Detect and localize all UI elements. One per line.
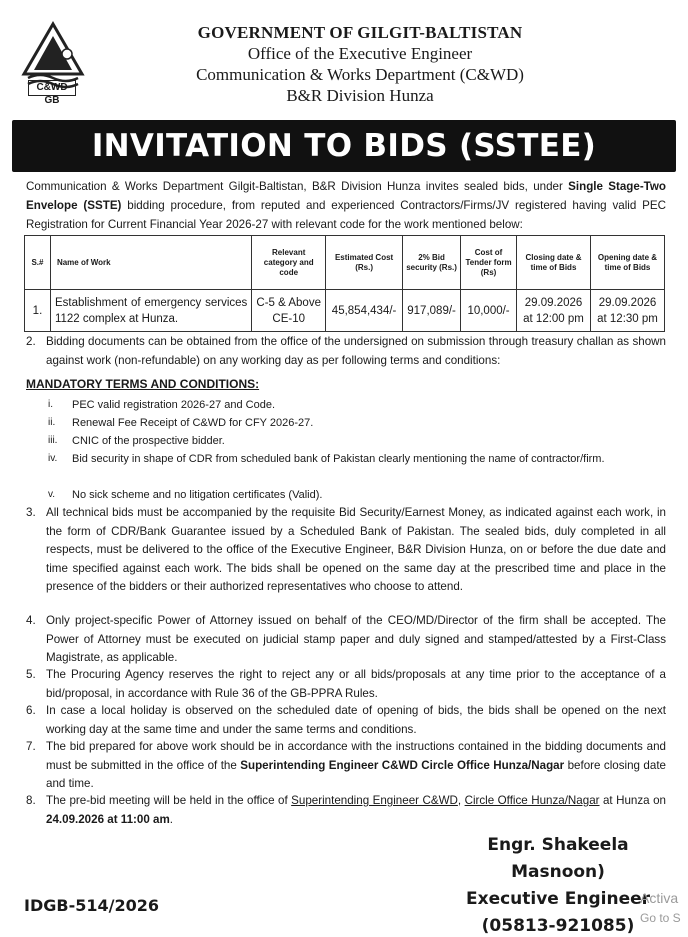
term-number: i. — [48, 399, 53, 410]
intro-text-2: bidding procedure, from reputed and experienced Contractors/Firms/JV registered having valid PEC Registration for Current Financial Year 2026-27 with relevant code for the work mentioned below: — [26, 199, 666, 231]
table-row — [25, 290, 665, 332]
intro-procedure: Single Stage-Two Envelope (SSTE) — [26, 180, 666, 212]
opening-date: 29.09.2026 — [598, 296, 657, 309]
cell-category — [252, 290, 326, 332]
header-name-of-work: Name of Work — [50, 236, 251, 290]
term-number: v. — [48, 489, 56, 500]
term-text: CNIC of the prospective bidder. — [72, 435, 225, 447]
clause-number: 5. — [26, 668, 36, 681]
clause-text: In case a local holiday is observed on the scheduled date of opening of bids, the bids shall be opened on the next working day at the same time and under the same terms and conditions. — [46, 704, 666, 736]
title-banner — [12, 120, 676, 172]
clause-2 — [26, 333, 666, 370]
clause-number: 2. — [26, 335, 36, 348]
term-i — [48, 396, 666, 414]
clause-text: The Procuring Agency reserves the right to reject any or all bids/proposals at any time prior to the acceptance of a bid/proposal, in accordance with Rule 36 of the GB-PPRA Rules. — [46, 668, 666, 700]
clause-4 — [26, 612, 666, 668]
header-opening-date: Opening date & time of Bids — [590, 236, 664, 290]
clause-8-office-1: Superintending Engineer C&WD — [291, 794, 458, 807]
signatory-name: Engr. Shakeela Masnoon) — [487, 835, 629, 882]
clause-text — [46, 738, 666, 794]
signatory-phone: (05813-921085) — [481, 916, 635, 936]
clause-7-office: Superintending Engineer C&WD Circle Office Hunza/Nagar — [240, 758, 565, 772]
watermark-line-1: Activa — [640, 890, 679, 906]
clause-text: All technical bids must be accompanied by the requisite Bid Security/Earnest Money, as indicated against each work, in the form of CDR/Bank Guarantee issued by a Scheduled Bank of Pakistan. The sealed bids, duly completed in all respects, must be delivered to the office of the Executive Engineer, B&R Division Hunza, on or before the due date and time specified against each work. The bids shall be opened on the same day at the prescribed time and place in the presence of the bidders or their authorized representatives who choose to attend. — [46, 506, 666, 593]
term-text: No sick scheme and no litigation certificates (Valid). — [72, 489, 323, 501]
cell-closing-date — [517, 290, 591, 332]
table-header-row — [25, 236, 665, 290]
clause-6 — [26, 702, 666, 739]
clause-8-text-2: at Hunza on — [599, 794, 666, 807]
division-title: B&R Division Hunza — [286, 86, 434, 105]
department-title: Communication & Works Department (C&WD) — [196, 65, 524, 84]
term-iv — [48, 450, 666, 468]
term-text: Renewal Fee Receipt of C&WD for CFY 2026-27. — [72, 417, 314, 429]
category-line-2: CE-10 — [272, 312, 305, 325]
term-number: ii. — [48, 417, 56, 428]
page-title: INVITATION TO BIDS (SSTEE) — [91, 128, 597, 164]
opening-time: at 12:30 pm — [597, 312, 658, 325]
clause-text: Bidding documents can be obtained from the office of the undersigned on submission through treasury challan as shown against work (non-refundable) on any working day as per following terms and conditions: — [46, 335, 666, 367]
logo-caption: C&WD GB — [28, 80, 76, 96]
office-title: Office of the Executive Engineer — [247, 44, 473, 63]
clause-8-office-2: Circle Office Hunza/Nagar — [464, 794, 600, 807]
clause-7-text-1: The bid prepared for above work should be in accordance with the instructions contained in the bidding documents and must be submitted in the office of the — [46, 740, 666, 772]
header-estimated-cost: Estimated Cost (Rs.) — [326, 236, 403, 290]
cell-sno: 1. — [25, 290, 51, 332]
clause-7-text-2: before closing date and time. — [46, 758, 667, 790]
government-title: GOVERNMENT OF GILGIT-BALTISTAN — [197, 23, 523, 42]
clause-3 — [26, 504, 666, 597]
reference-number: IDGB-514/2026 — [24, 896, 159, 915]
intro-paragraph — [26, 177, 666, 234]
clause-number: 4. — [26, 614, 36, 627]
term-text: PEC valid registration 2026-27 and Code. — [72, 399, 276, 411]
clause-8 — [26, 792, 666, 829]
clause-8-text-3: . — [169, 812, 174, 826]
watermark-line-2: Go to S — [640, 911, 681, 925]
terms-heading: MANDATORY TERMS AND CONDITIONS: — [26, 377, 260, 391]
header-category: Relevant category and code — [252, 236, 326, 290]
clause-8-separator: , — [457, 794, 465, 807]
clause-text — [46, 792, 666, 829]
header-closing-date: Closing date & time of Bids — [517, 236, 591, 290]
term-text: Bid security in shape of CDR from scheduled bank of Pakistan clearly mentioning the name of contractor/firm. — [72, 453, 605, 465]
clause-number: 6. — [26, 704, 36, 717]
term-number: iv. — [48, 453, 58, 464]
clause-7 — [26, 738, 666, 794]
clause-5 — [26, 666, 666, 703]
signatory-designation: Executive Engineer — [465, 889, 651, 909]
term-v — [48, 486, 666, 504]
os-activation-watermark — [640, 888, 688, 928]
closing-date: 29.09.2026 — [524, 296, 583, 309]
category-line-1: C-5 & Above — [256, 296, 321, 309]
cell-opening-date — [590, 290, 664, 332]
clause-number: 3. — [26, 506, 36, 519]
clause-text: Only project-specific Power of Attorney issued on behalf of the CEO/MD/Director of the firm shall be accepted. The Power of Attorney must be executed on judicial stamp paper and duly signed and stamped/attested by a First-Class Magistrate, as applicable. — [46, 614, 666, 664]
cell-tender-cost: 10,000/- — [461, 290, 517, 332]
header-tender-cost: Cost of Tender form (Rs) — [461, 236, 517, 290]
cell-name-of-work: Establishment of emergency services 1122 complex at Hunza. — [50, 290, 251, 332]
header-sno: S.# — [25, 236, 51, 290]
intro-text: Communication & Works Department Gilgit-Baltistan, B&R Division Hunza invites sealed bids, under — [26, 180, 569, 193]
cell-estimated-cost: 45,854,434/- — [326, 290, 403, 332]
closing-time: at 12:00 pm — [523, 312, 584, 325]
term-ii — [48, 414, 666, 432]
letterhead — [0, 0, 688, 118]
clause-8-meeting-time: 24.09.2026 at 11:00 am — [46, 812, 170, 826]
works-table — [24, 235, 665, 332]
header-bid-security: 2% Bid security (Rs.) — [403, 236, 461, 290]
office-heading — [180, 22, 540, 106]
term-iii — [48, 432, 666, 450]
term-number: iii. — [48, 435, 58, 446]
clause-8-text-1: The pre-bid meeting will be held in the office of — [46, 794, 292, 807]
cell-bid-security: 917,089/- — [403, 290, 461, 332]
clause-number: 8. — [26, 794, 36, 807]
clause-number: 7. — [26, 740, 36, 753]
